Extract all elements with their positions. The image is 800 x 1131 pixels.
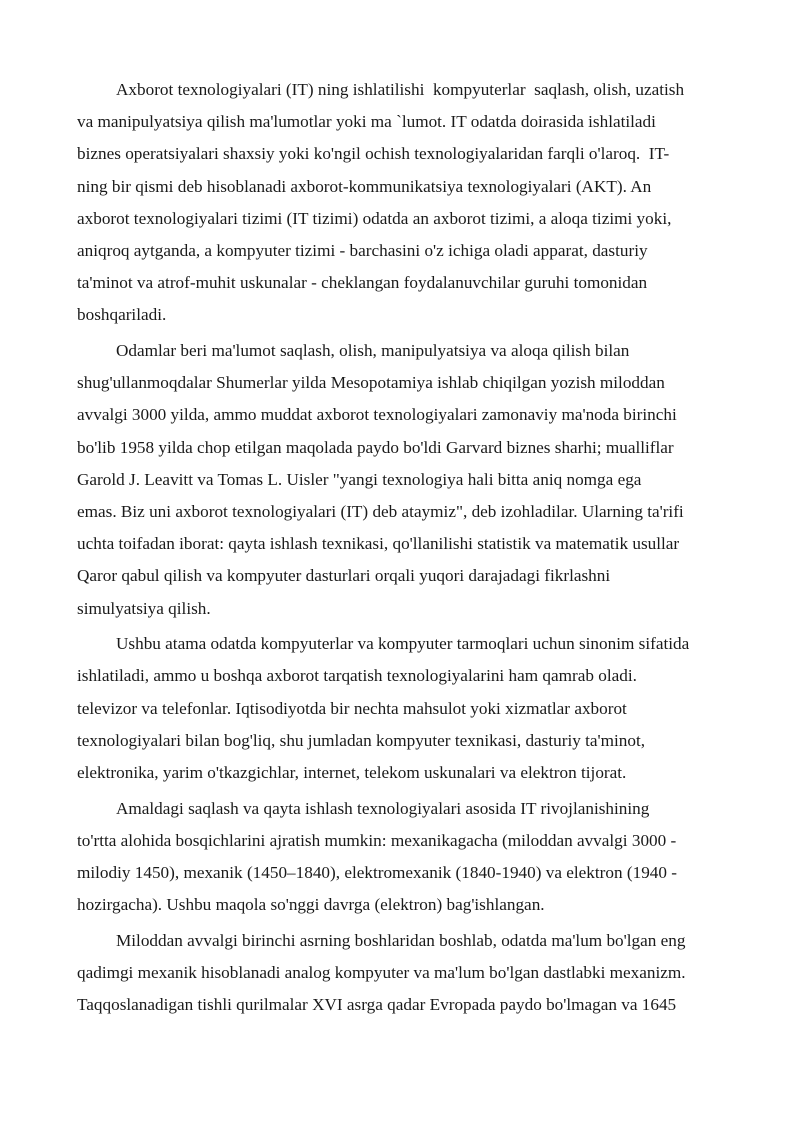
text-line: milodiy 1450), mexanik (1450–1840), elektromexanik (1840-1940) va elektron (1940 - <box>77 863 677 882</box>
paragraph <box>77 925 737 1022</box>
paragraph <box>77 793 737 922</box>
text-line: qadimgi mexanik hisoblanadi analog kompyuter va ma'lum bo'lgan dastlabki mexanizm. <box>77 963 686 983</box>
text-line: bo'lib 1958 yilda chop etilgan maqolada paydo bo'ldi Garvard biznes sharhi; mualliflar <box>77 437 674 457</box>
text-line: avvalgi 3000 yilda, ammo muddat axborot texnologiyalari zamonaviy ma'noda birinchi <box>77 405 677 425</box>
text-line: va manipulyatsiya qilish ma'lumotlar yoki ma `lumot. IT odatda doirasida ishlatiladi <box>77 112 656 132</box>
text-line: Taqqoslanadigan tishli qurilmalar XVI asrga qadar Evropada paydo bo'lmagan va 1645 <box>77 995 677 1015</box>
text-line: Axborot texnologiyalari (IT) ning ishlatilishi kompyuterlar saqlash, olish, uzatish <box>116 80 685 99</box>
text-line: Amaldagi saqlash va qayta ishlash texnologiyalari asosida IT rivojlanishining <box>116 798 650 818</box>
text-line: to'rtta alohida bosqichlarini ajratish mumkin: mexanikagacha (miloddan avvalgi 3000 - <box>77 830 677 850</box>
text-line: elektronika, yarim o'tkazgichlar, internet, telekom uskunalari va elektron tijorat. <box>77 762 627 782</box>
text-line: hozirgacha). Ushbu maqola so'nggi davrga (elektron) bag'ishlangan. <box>77 895 545 915</box>
text-line: biznes operatsiyalari shaxsiy yoki ko'ngil ochish texnologiyalaridan farqli o'laroq. IT- <box>77 144 670 164</box>
text-line: televizor va telefonlar. Iqtisodiyotda bir nechta mahsulot yoki xizmatlar axborot <box>77 698 627 718</box>
text-line: texnologiyalari bilan bog'liq, shu jumladan kompyuter texnikasi, dasturiy ta'minot, <box>77 730 646 750</box>
text-line: emas. Biz uni axborot texnologiyalari (IT) deb ataymiz", deb izohladilar. Ularning ta'rifi <box>77 501 684 521</box>
text-line: Garold J. Leavitt va Tomas L. Uisler "yangi texnologiya hali bitta aniq nomga ega <box>77 469 642 489</box>
text-line: shug'ullanmoqdalar Shumerlar yilda Mesopotamiya ishlab chiqilgan yozish miloddan <box>77 373 665 393</box>
text-line: Qaror qabul qilish va kompyuter dasturlari orqali yuqori darajadagi fikrlashni <box>77 566 611 586</box>
text-line: Miloddan avvalgi birinchi asrning boshlaridan boshlab, odatda ma'lum bo'lgan eng <box>116 930 686 950</box>
text-line: Ushbu atama odatda kompyuterlar va kompyuter tarmoqlari uchun sinonim sifatida <box>116 634 690 654</box>
paragraph <box>77 628 737 789</box>
text-line: axborot texnologiyalari tizimi (IT tizimi) odatda an axborot tizimi, a aloqa tizimi yoki, <box>77 208 672 228</box>
text-line: ta'minot va atrof-muhit uskunalar - cheklangan foydalanuvchilar guruhi tomonidan <box>77 273 648 293</box>
document-body <box>77 74 737 1025</box>
text-line: uchta toifadan iborat: qayta ishlash texnikasi, qo'llanilishi statistik va matematik usullar <box>77 534 680 554</box>
text-line: ning bir qismi deb hisoblanadi axborot-kommunikatsiya texnologiyalari (AKT). An <box>77 176 652 196</box>
paragraph <box>77 74 737 332</box>
text-line: boshqariladi. <box>77 305 167 325</box>
text-line: aniqroq aytganda, a kompyuter tizimi - barchasini o'z ichiga oladi apparat, dasturiy <box>77 240 648 260</box>
text-line: Odamlar beri ma'lumot saqlash, olish, manipulyatsiya va aloqa qilish bilan <box>116 341 630 360</box>
text-line: ishlatiladi, ammo u boshqa axborot tarqatish texnologiyalarini ham qamrab oladi. <box>77 666 637 686</box>
text-line: simulyatsiya qilish. <box>77 598 211 618</box>
paragraph <box>77 335 737 625</box>
